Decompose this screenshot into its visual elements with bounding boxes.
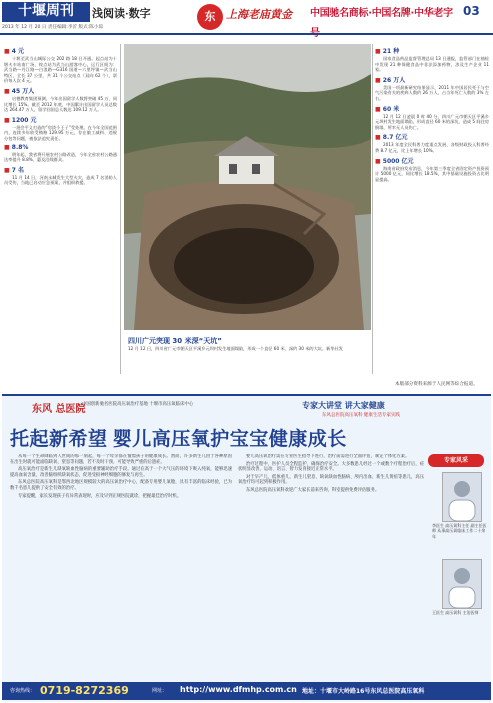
page-header <box>0 0 493 36</box>
ad-paragraph: 东风总医院高压氧科是鄂西北地区规模较大的高压氧治疗中心，配备专用婴儿氧舱，具有丰富的临床经验，已为数千名患儿提供了安全有效的治疗。 <box>10 480 232 491</box>
entry-body: 十堰至武当山城际公交 202 路 18 日开通。起点站为十堰火车站南广场，终点站为武当山游客中心，运行区间为：武当路—丹江路—白浪路—G316 国道—六里坪镇—武当山特区，全长 37 公里，共 31 个公交站点（双向 62 个），票价每人次 4 元。 <box>4 56 117 84</box>
source-note: 本版部分资料来源于人民网等综合报道。 <box>395 382 478 387</box>
entry-headline: ■ 21 种 <box>375 48 400 55</box>
entry-headline: ■ 1200 元 <box>4 116 37 124</box>
entry-headline: ■ 8.8% <box>4 143 29 151</box>
news-entry <box>375 75 489 102</box>
column-divider <box>120 44 121 374</box>
ad-headline: 托起新希望 婴儿高压氧护宝宝健康成长 <box>10 429 347 450</box>
ad-paragraph: 婴儿高压氧治疗需在专业医生指导下进行，治疗前需进行全面评估，制定个体化方案。 <box>246 454 410 459</box>
ad-paragraph: 专家提醒，家长发现孩子有异常表现时，应及早到正规医院就诊，把握最佳治疗时机。 <box>18 493 182 499</box>
entry-headline: ■ 45 万人 <box>4 87 35 95</box>
photo-credit: 12 月 12 日，四川省广元市朝天区平溪乡元坝村发生地面塌陷，形成一个直径 60 米、深约 30 米的大坑。新华社发 <box>128 346 343 351</box>
brand-slogan: 中国驰名商标·中国名牌·中华老字 <box>310 4 460 24</box>
brand-name: 上海老庙黄金 <box>226 9 292 21</box>
entry-body: 启德教育集团预测，今年出国留学人数将突破 45 万，同比增长 15%。截至 2012 年底，中国累计出国留学人员总数达 264.47 万人，留学回国总人数达 109.12 万人。 <box>4 95 117 113</box>
person-icon <box>443 560 481 608</box>
entry-body: 2013 年度全民科普力度重点发展，各级财政投入科普经费 8.7 亿元，比上年增长 10%。 <box>375 142 489 153</box>
right-column <box>375 44 489 374</box>
entry-body: 12 月 12 日凌晨 0 时 40 分，四川广元市朝天区平溪乡元坝村发生地面塌陷，形成直径 60 米的深坑，造成 5 间住房倒塌，所幸无人员伤亡。 <box>375 113 489 130</box>
person-icon <box>443 473 481 521</box>
photo-caption: 四川广元突现 30 米深“天坑” <box>128 337 222 345</box>
news-entry <box>375 156 489 183</box>
doctor-photo <box>442 472 482 522</box>
hospital-address: 地址：十堰市大岭路16号东风总医院高压氧科 <box>302 688 425 695</box>
date-line: 2013 年 12 月 20 日 责任编辑:李沂 版式:陈小琼 <box>2 25 104 30</box>
ad-paragraph: 对于早产儿、低体重儿、新生儿窒息、缺氧缺血性脑病、颅内出血、新生儿黄疸等患儿，高压氧治疗均可起到积极作用。 <box>238 474 424 486</box>
doctor-caption: 李医生 高压氧科主任 副主任医师 从事高压氧临床工作二十余年 <box>432 523 487 539</box>
ad-paragraph: 从每一个生命降临到人世间的那一刻起，每一个母亲都在憧憬孩子的健康成长。然而，许多新生儿由于各种原因在出生时就可能面临缺氧、窒息等问题，若不及时干预，可能导致严重的后遗症。 <box>10 454 232 465</box>
section-title: 十堰周刊 <box>2 2 90 22</box>
landscape-illustration <box>124 44 371 330</box>
web-label: 网址： <box>152 688 168 694</box>
ad-paragraph: 治疗过程中，医护人员全程监护，确保治疗安全。大多数患儿经过一个或数个疗程治疗后，症状明显改善，运动、语言、智力发育接近正常水平。 <box>238 461 424 473</box>
entry-headline: ■ 26 万人 <box>375 76 406 84</box>
ad-contact-bar <box>2 682 491 700</box>
left-column <box>4 44 117 374</box>
expert-badge: 专家风采 <box>428 454 484 467</box>
ad-body-left <box>10 454 232 674</box>
hospital-advertisement <box>2 394 491 702</box>
header-divider <box>0 33 493 35</box>
entry-headline: ■ 7 名 <box>4 166 25 174</box>
news-entry <box>375 46 489 73</box>
ad-body-middle <box>238 454 424 674</box>
entry-body: 美国一项最新研究结果显示，2011 年中国居民死于与空气污染有关的疾病人数约 26 万人，占当年死亡人数的 3% 左右。 <box>375 84 489 101</box>
doctor-photo <box>442 559 482 609</box>
hospital-tagline: 中国创新驰名医院高压氧治疗基地 十堰市高压氧临床中心 <box>82 402 194 407</box>
entry-body: 一批会平义打造的“房淡小王子”受处理。在今年全国范围内，连续多年收受贿赂 129.95 万元，存在偷工减料、违规分包等问题，被依法追究责任。 <box>4 124 117 141</box>
entry-body: 海南省政府发布消息，今年第三季度全省固定资产投资预计 5000 亿元，同比增长 18.5%，其中基础设施投资占比明显提高。 <box>375 165 489 182</box>
news-entry <box>375 132 489 153</box>
entry-body: 11 月 14 日，河南永城发生大型火灾，造成 7 名消防人员受伤，当地已启动应急预案，并组织救援。 <box>4 174 117 186</box>
news-entry <box>4 115 117 142</box>
phone-label: 咨询热线： <box>10 688 36 694</box>
hospital-logo: 东风 总医院 <box>32 404 86 415</box>
website-link[interactable]: http://www.dfmhp.com.cn <box>180 685 297 694</box>
page-number: 03 <box>463 4 480 18</box>
sinkhole-photo <box>124 44 371 330</box>
news-entry <box>4 86 117 113</box>
entry-headline: ■ 8.7 亿元 <box>375 134 408 142</box>
ad-paragraph: 高压氧治疗是新生儿缺氧缺血性脑病的重要辅助治疗手段。通过在高于一个大气压的环境下吸入纯氧，能够迅速提高血氧含量，改善脑组织缺氧状态，促进受损神经细胞的修复与再生。 <box>10 467 232 478</box>
brand-logo-icon: 东 <box>197 4 223 30</box>
entry-body: 国家食品药品监督管理总局 13 日通报，监管部门在抽检中发现 21 种保健食品中非法添加药物，涉及生产企业 11 家。 <box>375 56 489 73</box>
news-entry <box>4 46 117 84</box>
entry-headline: ■ 5000 亿元 <box>375 157 414 165</box>
lecture-subtitle: 东风总医院高压氧科 健康生活专家实践 <box>322 413 400 418</box>
doctor-caption: 王医生 高压氧科 主治医师 <box>432 610 479 615</box>
column-divider <box>372 44 373 374</box>
entry-headline: ■ 4 元 <box>4 48 25 55</box>
news-entry <box>4 144 117 163</box>
entry-body: 明年起，我省将开展农村公路改造，今年全省农村公路通达率提升 8.8%，惠及沿线群众。 <box>4 151 117 163</box>
phone-number: 0719-8272369 <box>40 684 129 697</box>
entry-headline: ■ 60 米 <box>375 105 400 113</box>
news-entry <box>4 165 117 186</box>
lecture-banner: 专家大讲堂 讲大家健康 <box>302 401 385 410</box>
ad-paragraph: 东风总医院高压氧科欢迎广大家长前来咨询，科室提供免费评估服务。 <box>246 487 380 493</box>
news-entry <box>375 104 489 131</box>
section-subtitle: 浅阅读·数字 <box>92 8 151 20</box>
